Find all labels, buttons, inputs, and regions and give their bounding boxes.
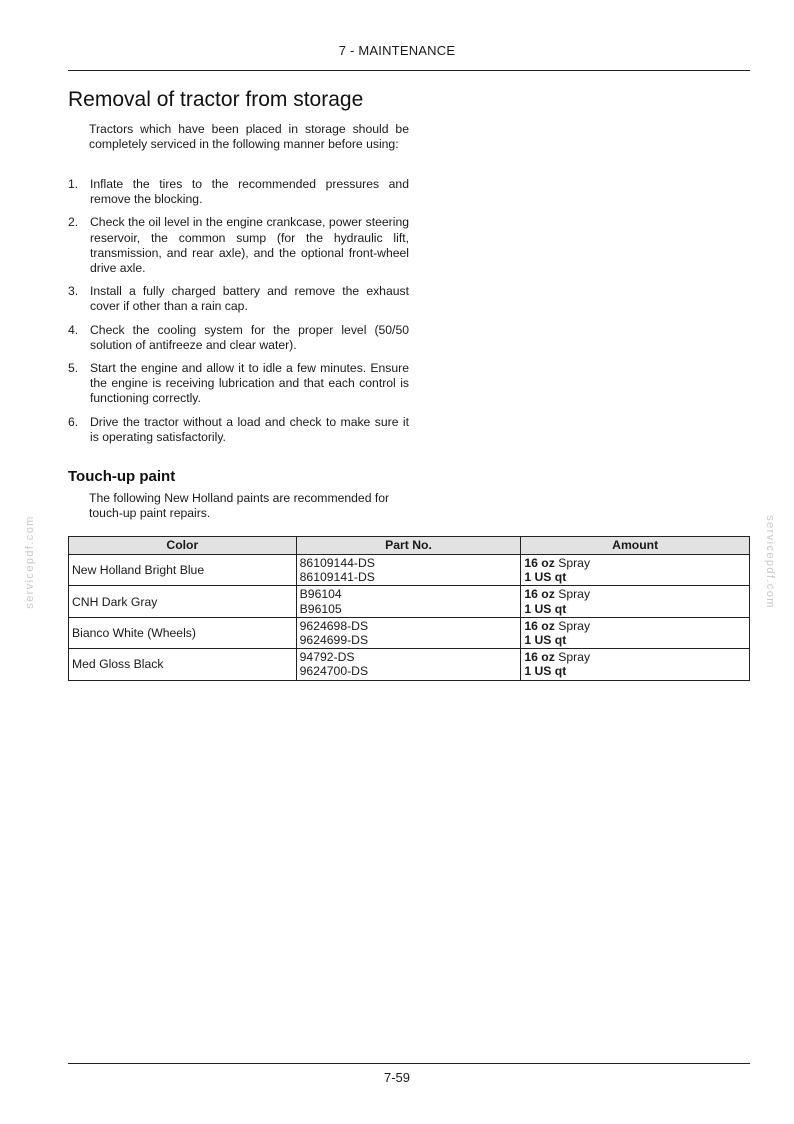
column-header-color: Color [69,537,297,555]
amount-size: 16 oz [524,556,555,570]
part-number: 9624698-DS [299,618,369,633]
footer-rule [68,1063,750,1064]
step-number: 6. [68,414,79,429]
section-intro: Tractors which have been placed in storage should be completely serviced in the following manner before using: [89,122,409,152]
cell-amount [521,649,750,680]
cell-color: Bianco White (Wheels) [69,617,297,648]
step-text: Check the cooling system for the proper level (50/50 solution of antifreeze and clear water). [90,322,409,352]
table-row [69,649,750,680]
cell-part-no [296,586,521,617]
list-item [68,323,409,353]
subsection-title: Touch-up paint [68,468,176,485]
amount-type: Spray [554,650,591,665]
list-item [68,177,409,207]
amount-line: 1 US qt [524,570,567,585]
cell-color: CNH Dark Gray [69,586,297,617]
step-number: 3. [68,284,79,299]
part-number: 94792-DS [299,650,355,665]
step-text: Inflate the tires to the recommended pressures and remove the blocking. [90,177,409,207]
step-list [68,177,409,453]
step-number: 1. [68,177,79,191]
amount-line: 1 US qt [524,633,567,648]
step-text: Install a fully charged battery and remove the exhaust cover if other than a rain cap. [90,284,409,314]
part-number: 9624699-DS [299,633,369,648]
amount-line: 1 US qt [524,664,567,679]
step-text: Drive the tractor without a load and check to make sure it is operating satisfactorily. [90,414,409,444]
cell-amount [521,617,750,648]
amount-type: Spray [554,618,591,633]
page-number: 7-59 [383,1070,411,1085]
part-number: 86109144-DS [299,556,375,570]
amount-line [524,650,746,664]
amount-size: 16 oz [524,618,555,633]
amount-size: 16 oz [524,587,555,602]
cell-color: New Holland Bright Blue [69,555,297,586]
part-number: B96105 [299,601,342,616]
cell-part-no [296,617,521,648]
header-rule [68,70,750,71]
amount-line [524,619,746,633]
step-number: 4. [68,322,79,337]
watermark-left: servicepdf.com [24,515,36,609]
cell-amount [521,555,750,586]
part-number: 9624700-DS [299,664,369,679]
table-header-row [69,537,750,555]
paint-table [68,536,750,681]
step-number: 2. [68,215,79,230]
amount-type: Spray [554,556,591,570]
amount-size: 16 oz [524,650,555,665]
part-number: B96104 [299,587,342,602]
watermark-right: servicepdf.com [764,515,776,609]
amount-line [524,587,746,601]
running-header: 7 - MAINTENANCE [338,43,456,58]
step-text: Start the engine and allow it to idle a few minutes. Ensure the engine is receiving lubrication and that each control is functioning correctly. [90,361,409,406]
list-item [68,361,409,407]
amount-line: 1 US qt [524,601,567,616]
cell-part-no [296,555,521,586]
cell-part-no [296,649,521,680]
column-header-amount: Amount [521,537,750,555]
list-item [68,415,409,445]
cell-color: Med Gloss Black [69,649,297,680]
cell-amount [521,586,750,617]
amount-line [524,556,746,570]
subsection-intro: The following New Holland paints are recommended for touch-up paint repairs. [89,491,390,521]
step-text: Check the oil level in the engine crankcase, power steering reservoir, the common sump (for the hydraulic lift, transmission, and rear axle), and the optional front-wheel drive axle. [90,215,409,276]
section-title: Removal of tractor from storage [68,88,364,111]
step-number: 5. [68,361,79,376]
list-item [68,215,409,276]
list-item [68,284,409,314]
table-row [69,586,750,617]
table-row [69,555,750,586]
column-header-part-no: Part No. [296,537,521,555]
amount-type: Spray [554,587,591,602]
table-row [69,617,750,648]
part-number: 86109141-DS [299,570,375,585]
